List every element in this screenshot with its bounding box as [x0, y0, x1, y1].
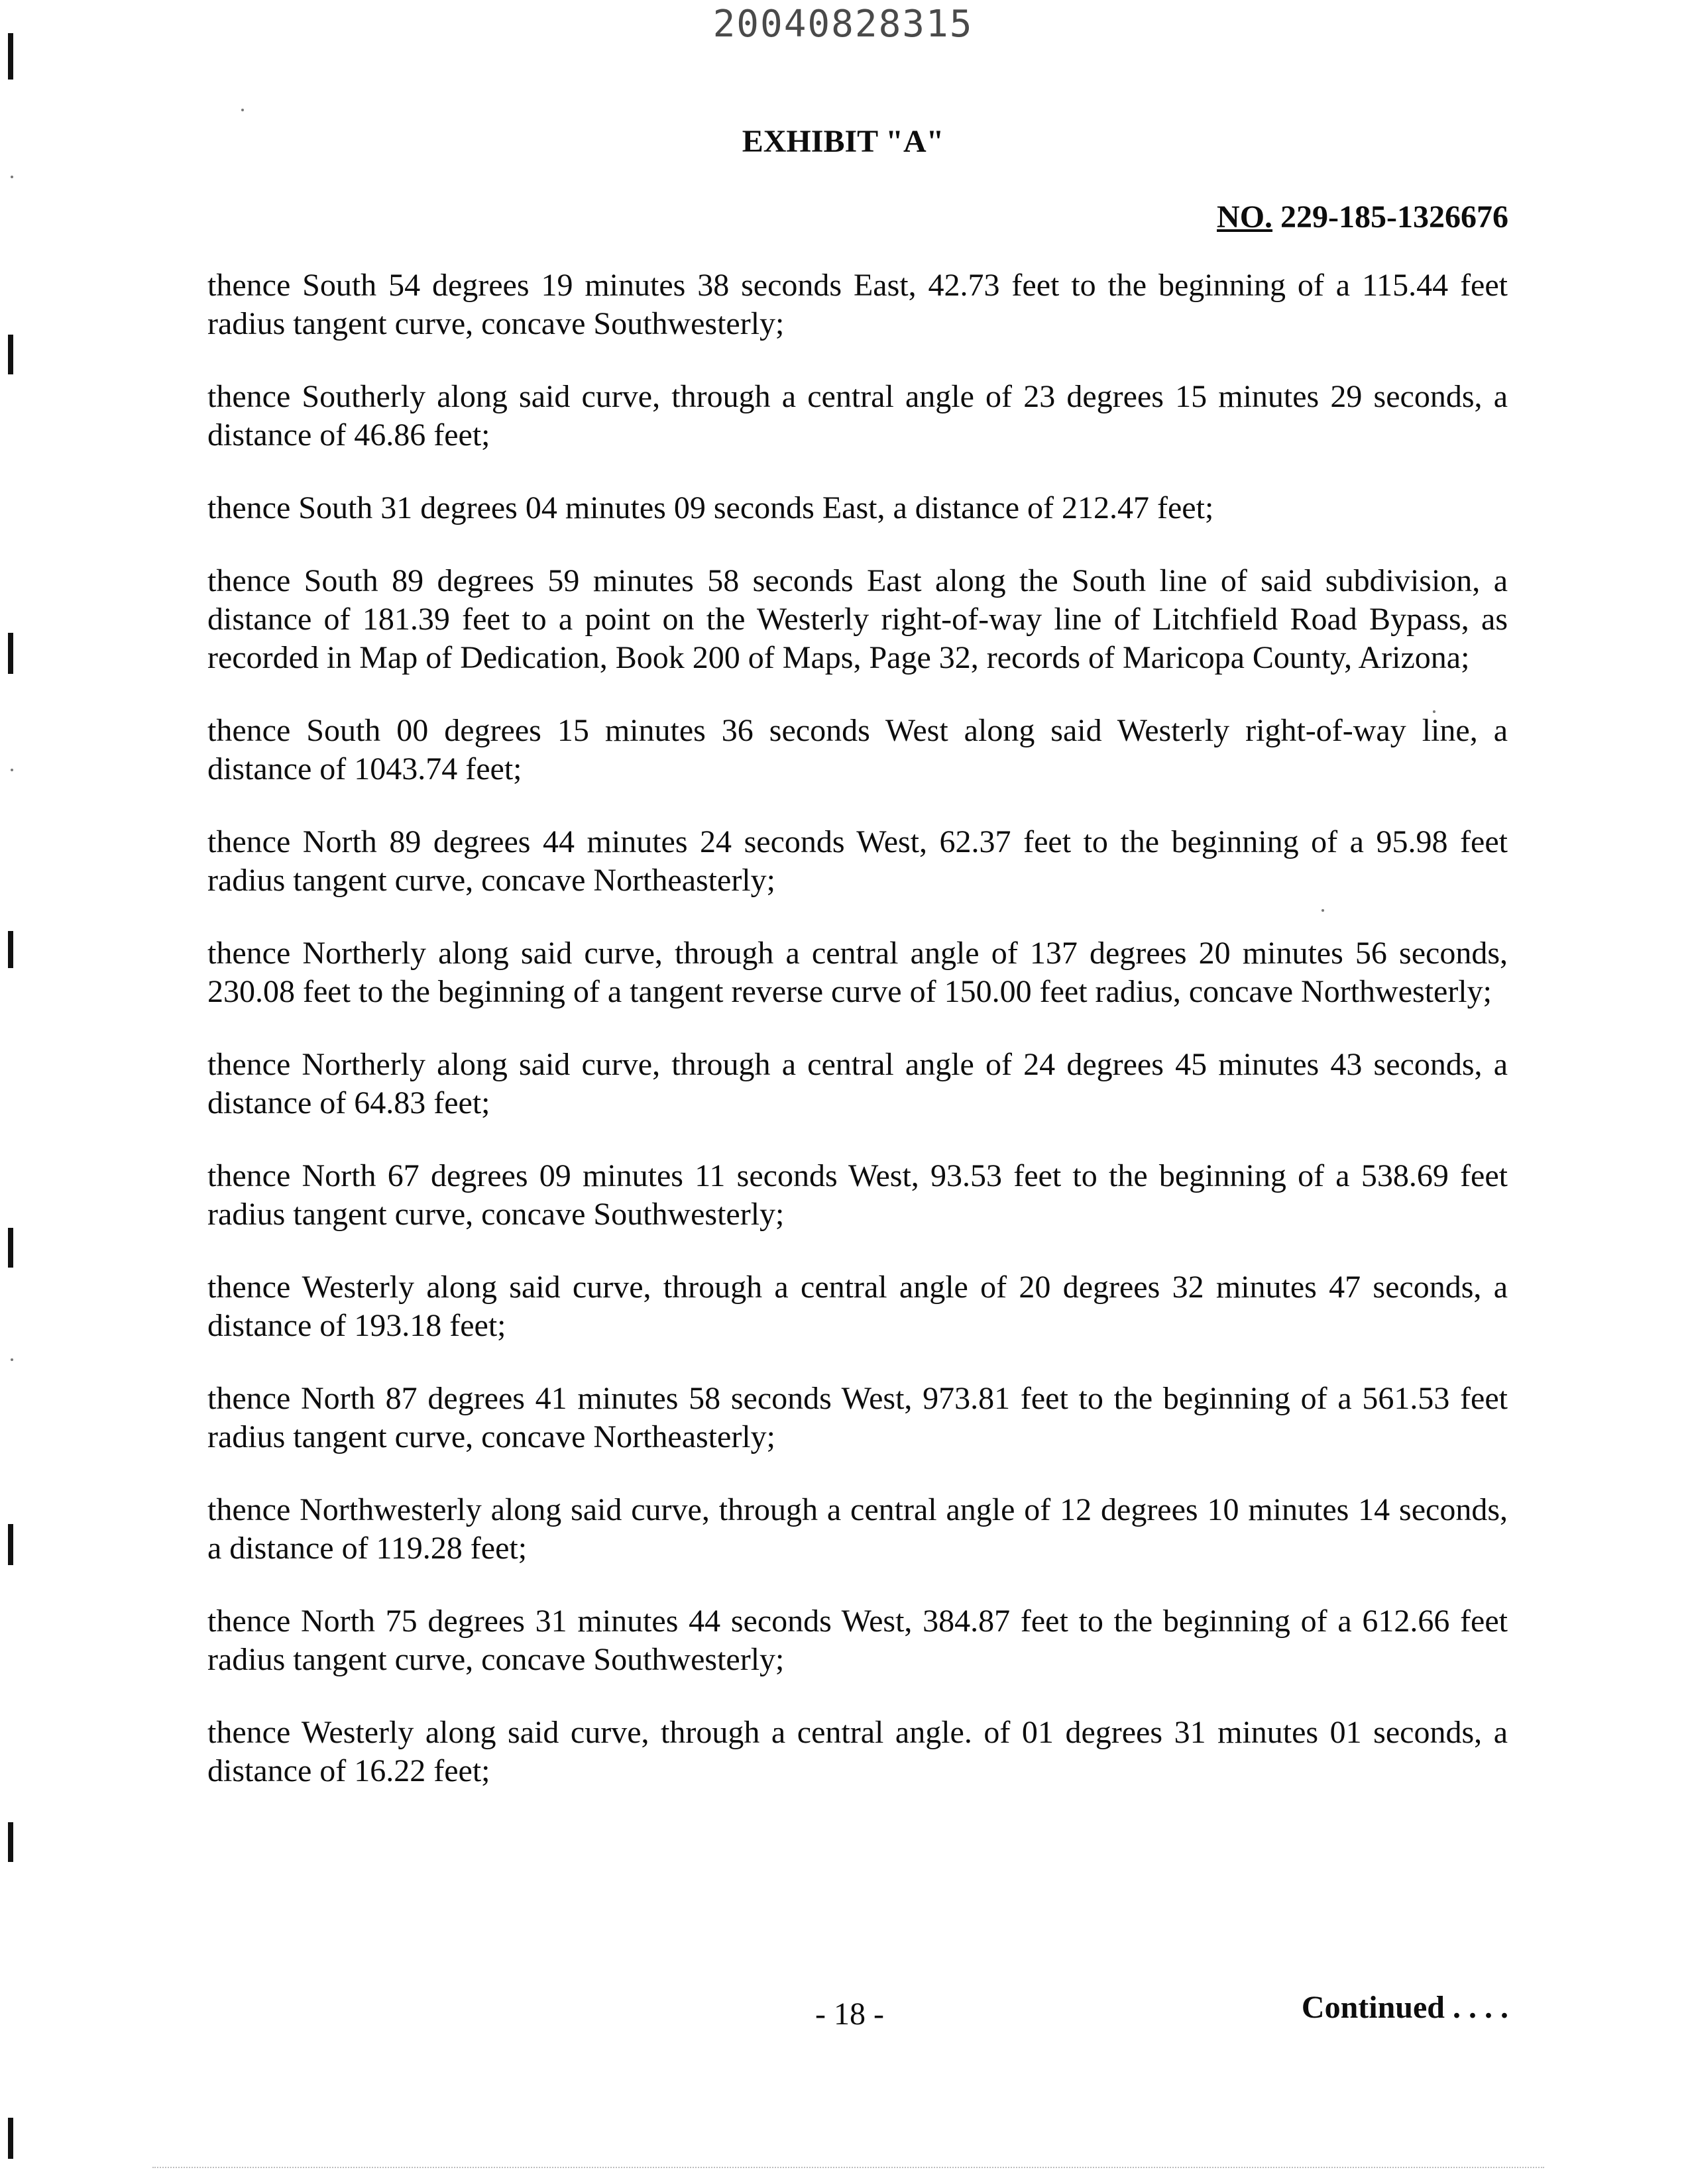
course-paragraph: thence Southerly along said curve, through a central angle of 23 degrees 15 minutes 29 seconds, a distance of 46.86 feet; [207, 379, 1508, 453]
course-paragraph: thence Westerly along said curve, through a central angle of 20 degrees 32 minutes 47 seconds, a distance of 193.18 feet; [207, 1270, 1508, 1343]
scan-margin-mark [8, 633, 13, 674]
course-paragraph: thence South 54 degrees 19 minutes 38 seconds East, 42.73 feet to the beginning of a 115.44 feet radius tangent curve, concave Southwesterly; [207, 268, 1508, 341]
scan-margin-mark [8, 33, 13, 80]
course-paragraph: thence North 87 degrees 41 minutes 58 seconds West, 973.81 feet to the beginning of a 561.53 feet radius tangent curve, concave Northeasterly; [207, 1381, 1508, 1454]
scan-speck [11, 1358, 13, 1361]
course-paragraph: thence Northerly along said curve, through a central angle of 24 degrees 45 minutes 43 seconds, a distance of 64.83 feet; [207, 1047, 1508, 1120]
scan-bottom-edge-noise [152, 2167, 1544, 2169]
scan-margin-mark [8, 335, 13, 374]
scan-speck [1321, 909, 1324, 912]
course-paragraph: thence North 75 degrees 31 minutes 44 seconds West, 384.87 feet to the beginning of a 612.66 feet radius tangent curve, concave Southwesterly; [207, 1604, 1508, 1677]
scan-speck [11, 769, 13, 771]
course-paragraph: thence Northerly along said curve, through a central angle of 137 degrees 20 minutes 56 seconds, 230.08 feet to the beginning of a tangent reverse curve of 150.00 feet radius, concave Northwesterly; [207, 936, 1508, 1009]
course-paragraph: thence North 89 degrees 44 minutes 24 seconds West, 62.37 feet to the beginning of a 95.98 feet radius tangent curve, concave Northeasterly; [207, 824, 1508, 898]
scan-speck [11, 176, 13, 178]
scan-margin-mark [8, 1822, 13, 1862]
reference-number-label: NO. [1217, 199, 1273, 235]
scan-margin-mark [8, 1524, 13, 1565]
scan-margin-mark [8, 1228, 13, 1268]
scan-margin-mark [8, 931, 13, 968]
reference-number-value: 229-185-1326676 [1280, 199, 1508, 235]
course-paragraph: thence South 00 degrees 15 minutes 36 seconds West along said Westerly right-of-way line, a distance of 1043.74 feet; [207, 713, 1508, 787]
course-paragraph: thence South 31 degrees 04 minutes 09 seconds East, a distance of 212.47 feet; [207, 490, 1214, 525]
course-paragraph: thence North 67 degrees 09 minutes 11 seconds West, 93.53 feet to the beginning of a 538.69 feet radius tangent curve, concave Southwesterly; [207, 1158, 1508, 1232]
scan-speck [241, 109, 244, 111]
course-paragraph: thence Northwesterly along said curve, through a central angle of 12 degrees 10 minutes 14 seconds, a distance of 119.28 feet; [207, 1492, 1508, 1566]
recording-number: 20040828315 [712, 3, 974, 46]
scan-speck [1433, 710, 1435, 713]
reference-number [1217, 199, 1508, 235]
course-paragraph: thence South 89 degrees 59 minutes 58 seconds East along the South line of said subdivision, a distance of 181.39 feet to a point on the Westerly right-of-way line of Litchfield Road Bypass, as recorded in Map of Dedication, Book 200 of Maps, Page 32, records of Maricopa County, Arizona; [207, 563, 1508, 675]
scan-margin-mark [8, 2118, 13, 2159]
continued-note: Continued . . . . [1301, 1990, 1508, 2025]
course-paragraph: thence Westerly along said curve, through a central angle. of 01 degrees 31 minutes 01 seconds, a distance of 16.22 feet; [207, 1715, 1508, 1788]
exhibit-title: EXHIBIT "A" [742, 124, 944, 159]
legal-description-body [207, 266, 1508, 1825]
page-number: - 18 - [815, 1996, 884, 2032]
